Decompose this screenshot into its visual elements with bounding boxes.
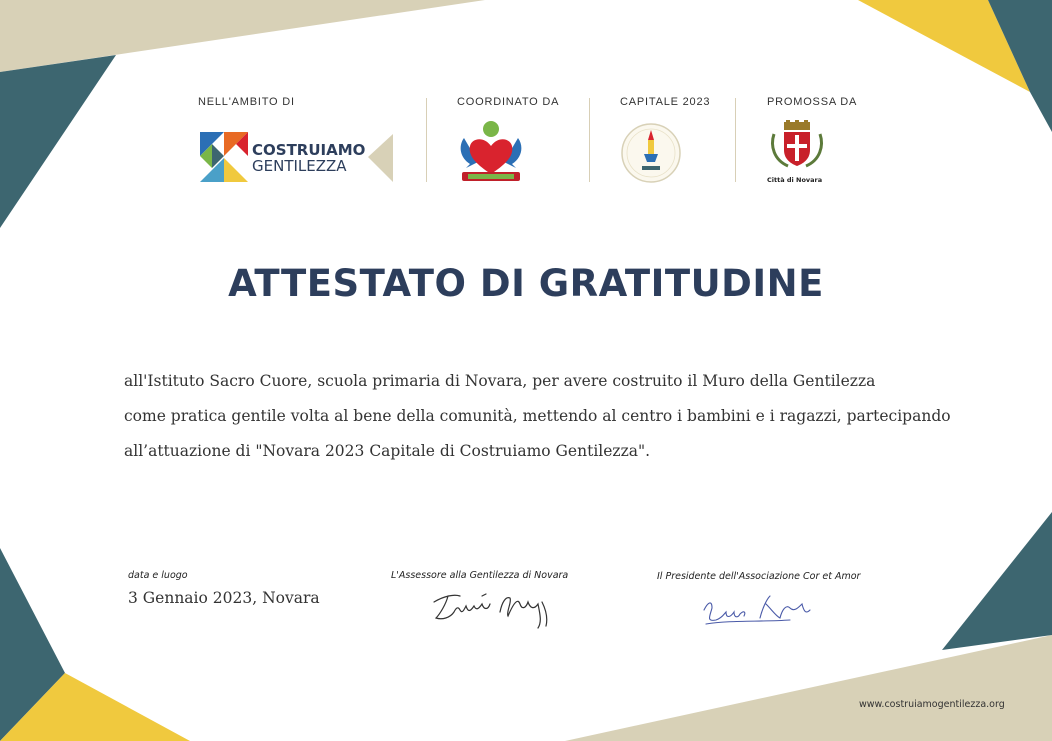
novara-capitale-seal-icon [620, 122, 682, 184]
bottom-right-teal-shape [942, 512, 1052, 650]
top-left-teal-shape [0, 55, 116, 228]
assessore-signature [430, 588, 560, 634]
citta-di-novara-label: Città di Novara [767, 176, 823, 184]
date-value: 3 Gennaio 2023, Novara [128, 589, 320, 607]
costruiamo-gentilezza-logo [198, 130, 398, 186]
sponsor-divider [426, 98, 427, 182]
novara-coat-of-arms-icon [768, 120, 828, 174]
ambito-label: NELL'AMBITO DI [198, 96, 295, 108]
heart-with-figure-icon [456, 120, 526, 186]
body-line: all'Istituto Sacro Cuore, scuola primaria di Novara, per avere costruito il Muro della Gentilezza [124, 372, 876, 390]
assessore-label: L'Assessore alla Gentilezza di Novara [391, 570, 569, 581]
body-line: come pratica gentile volta al bene della comunità, mettendo al centro i bambini e i ragazzi, partecipando [124, 407, 951, 425]
coordinato-label: COORDINATO DA [457, 96, 560, 108]
sponsor-divider [589, 98, 590, 182]
promossa-label: PROMOSSA DA [767, 96, 858, 108]
sponsor-divider [735, 98, 736, 182]
bottom-right-beige-shape [565, 635, 1052, 741]
certificate-title: ATTESTATO DI GRATITUDINE [228, 262, 824, 305]
gentilezza-logo-word: GENTILEZZA [252, 157, 347, 175]
capitale-label: CAPITALE 2023 [620, 96, 711, 108]
date-label: data e luogo [128, 570, 188, 581]
certificate-body [124, 364, 964, 469]
costruiamo-logo-word: COSTRUIAMO [252, 141, 366, 159]
presidente-label: Il Presidente dell'Associazione Cor et Amor [657, 571, 861, 582]
website-url: www.costruiamogentilezza.org [859, 699, 1005, 710]
top-left-beige-shape [0, 0, 485, 72]
presidente-signature [700, 590, 820, 630]
body-line: all’attuazione di "Novara 2023 Capitale di Costruiamo Gentilezza". [124, 442, 651, 460]
